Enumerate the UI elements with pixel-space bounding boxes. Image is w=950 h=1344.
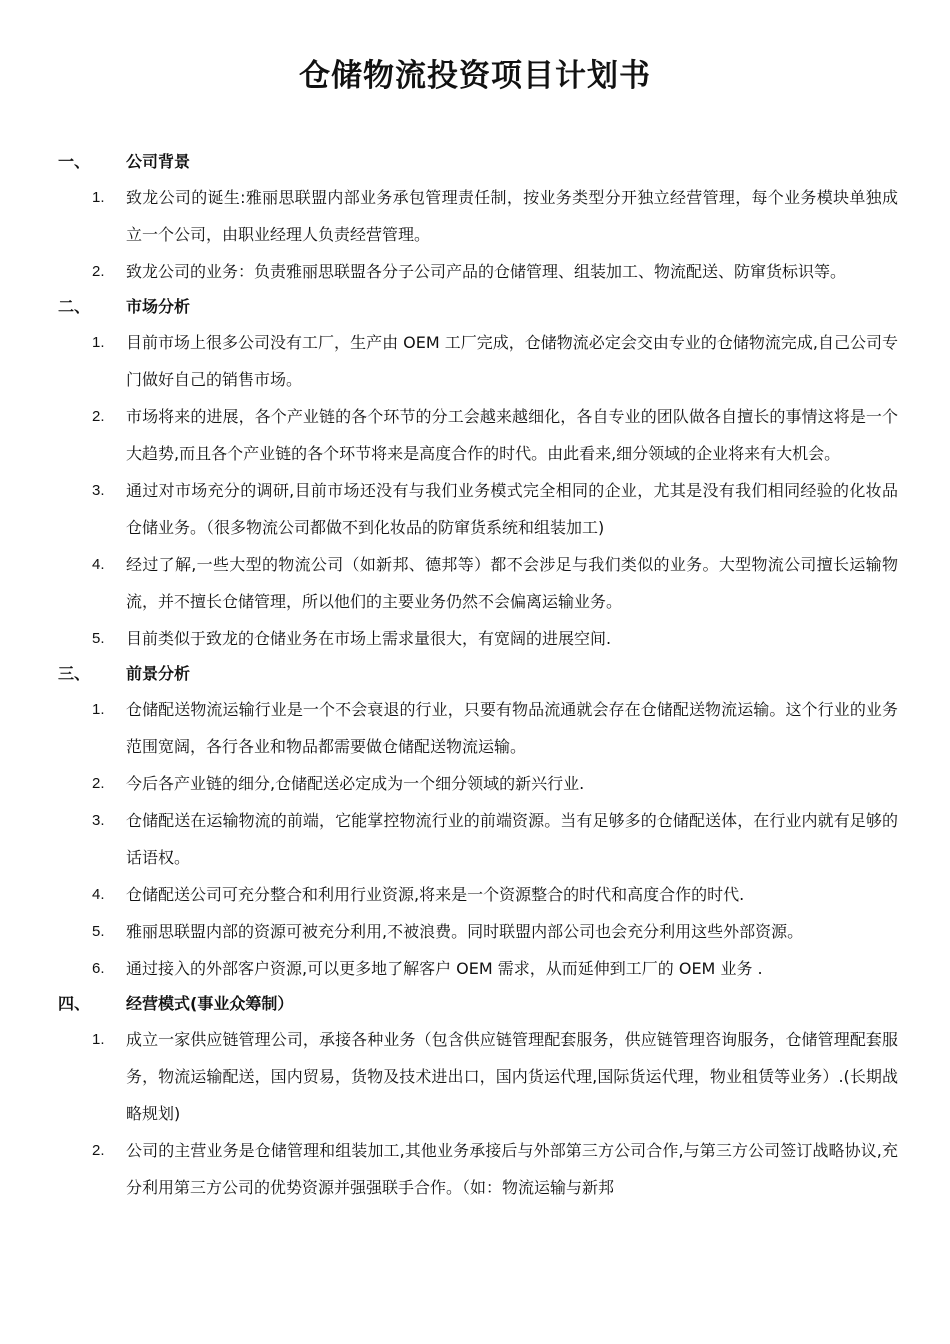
section-number: 一、	[58, 152, 91, 171]
list-item	[0, 691, 898, 765]
list-item	[0, 253, 898, 290]
list-item-text: 成立一家供应链管理公司，承接各种业务（包含供应链管理配套服务，供应链管理咨询服务，仓储管理配套服务，物流运输配送，国内贸易，货物及技术进出口，国内货运代理,国际货运代理，物业租赁等业务）.(长期战略规划)	[126, 1030, 898, 1123]
list-item	[0, 398, 898, 472]
list-item-text: 致龙公司的诞生:雅丽思联盟内部业务承包管理责任制，按业务类型分开独立经营管理，每个业务模块单独成立一个公司，由职业经理人负责经营管理。	[126, 188, 898, 244]
section-item-list	[0, 1021, 950, 1206]
list-item-number: 1.	[92, 189, 105, 206]
list-item-text: 仓储配送在运输物流的前端，它能掌控物流行业的前端资源。当有足够多的仓储配送体，在行业内就有足够的话语权。	[126, 811, 898, 867]
list-item-text: 公司的主营业务是仓储管理和组装加工,其他业务承接后与外部第三方公司合作,与第三方公司签订战略协议,充分利用第三方公司的优势资源并强强联手合作。（如：物流运输与新邦	[126, 1141, 898, 1197]
list-item	[0, 546, 898, 620]
list-item-text: 经过了解,一些大型的物流公司（如新邦、德邦等）都不会涉足与我们类似的业务。大型物流公司擅长运输物流，并不擅长仓储管理，所以他们的主要业务仍然不会偏离运输业务。	[126, 555, 898, 611]
list-item-text: 仓储配送物流运输行业是一个不会衰退的行业，只要有物品流通就会存在仓储配送物流运输。这个行业的业务范围宽阔，各行各业和物品都需要做仓储配送物流运输。	[126, 700, 898, 756]
section-title: 前景分析	[126, 664, 191, 683]
section-number: 二、	[58, 297, 91, 316]
list-item-text: 市场将来的进展，各个产业链的各个环节的分工会越来越细化，各自专业的团队做各自擅长的事情这将是一个大趋势,而且各个产业链的各个环节将来是高度合作的时代。由此看来,细分领域的企业将来有大机会。	[126, 407, 898, 463]
list-item	[0, 913, 898, 950]
document-body	[0, 145, 950, 1206]
list-item-number: 1.	[92, 701, 105, 718]
list-item	[0, 950, 898, 987]
list-item-text: 目前类似于致龙的仓储业务在市场上需求量很大，有宽阔的进展空间.	[126, 629, 612, 648]
list-item	[0, 802, 898, 876]
list-item-number: 6.	[92, 960, 105, 977]
section-title: 市场分析	[126, 297, 191, 316]
section-title: 公司背景	[126, 152, 191, 171]
list-item-number: 3.	[92, 482, 105, 499]
list-item	[0, 1132, 898, 1206]
section-heading	[0, 657, 950, 691]
list-item-number: 4.	[92, 886, 105, 903]
section-item-list	[0, 179, 950, 290]
list-item-text: 今后各产业链的细分,仓储配送必定成为一个细分领域的新兴行业.	[126, 774, 585, 793]
list-item	[0, 472, 898, 546]
list-item	[0, 765, 898, 802]
list-item-text: 雅丽思联盟内部的资源可被充分利用,不被浪费。同时联盟内部公司也会充分利用这些外部资源。	[126, 922, 804, 941]
section-heading	[0, 145, 950, 179]
list-item-text: 目前市场上很多公司没有工厂，生产由 OEM 工厂完成，仓储物流必定会交由专业的仓储物流完成,自己公司专门做好自己的销售市场。	[126, 333, 898, 389]
list-item-text: 通过接入的外部客户资源,可以更多地了解客户 OEM 需求，从而延伸到工厂的 OEM 业务 .	[126, 959, 763, 978]
list-item	[0, 876, 898, 913]
section-title: 经营模式(事业众筹制）	[126, 994, 294, 1013]
section-item-list	[0, 324, 950, 657]
list-item-number: 5.	[92, 630, 105, 647]
list-item-number: 3.	[92, 812, 105, 829]
list-item	[0, 1021, 898, 1132]
list-item-text: 致龙公司的业务：负责雅丽思联盟各分子公司产品的仓储管理、组装加工、物流配送、防窜货标识等。	[126, 262, 847, 281]
list-item-number: 1.	[92, 334, 105, 351]
document-title: 仓储物流投资项目计划书	[299, 58, 651, 94]
list-item-number: 2.	[92, 263, 105, 280]
list-item-text: 仓储配送公司可充分整合和利用行业资源,将来是一个资源整合的时代和高度合作的时代.	[126, 885, 745, 904]
list-item-number: 2.	[92, 1142, 105, 1159]
list-item-number: 1.	[92, 1031, 105, 1048]
list-item	[0, 324, 898, 398]
list-item-number: 2.	[92, 408, 105, 425]
section-item-list	[0, 691, 950, 987]
list-item-number: 2.	[92, 775, 105, 792]
section-heading	[0, 290, 950, 324]
section-number: 三、	[58, 664, 91, 683]
section-number: 四、	[58, 994, 91, 1013]
list-item	[0, 179, 898, 253]
list-item-number: 4.	[92, 556, 105, 573]
section-heading	[0, 987, 950, 1021]
list-item-text: 通过对市场充分的调研,目前市场还没有与我们业务模式完全相同的企业，尤其是没有我们相同经验的化妆品仓储业务。（很多物流公司都做不到化妆品的防窜货系统和组装加工)	[126, 481, 898, 537]
list-item	[0, 620, 898, 657]
list-item-number: 5.	[92, 923, 105, 940]
